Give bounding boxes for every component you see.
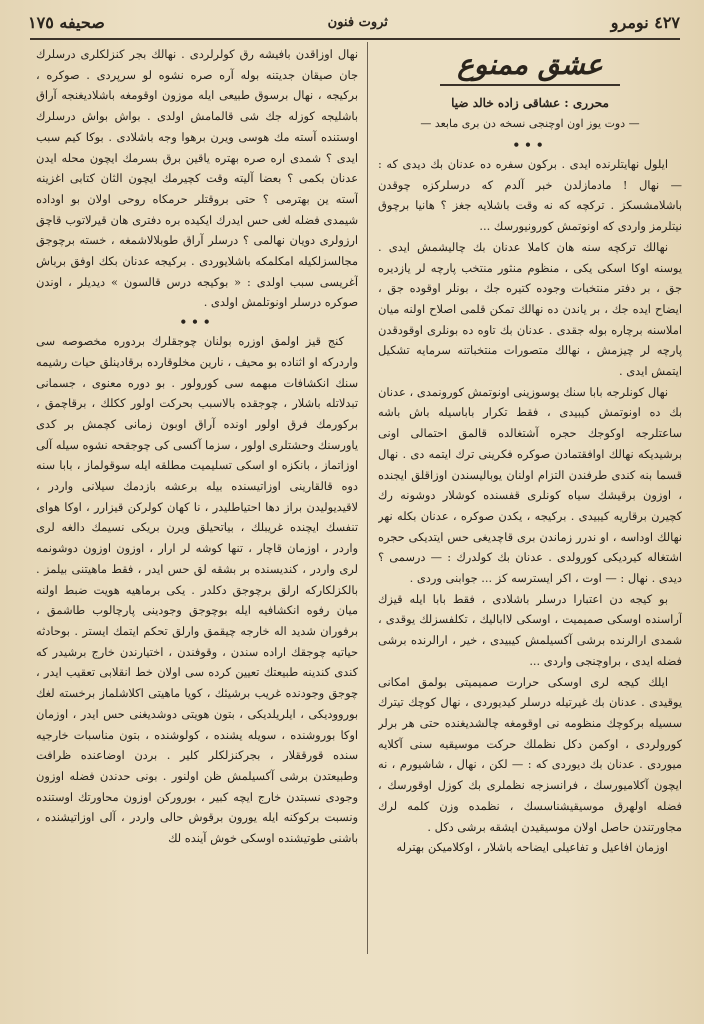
header-rule xyxy=(30,38,680,40)
issue-label: نومرو xyxy=(610,12,649,32)
paragraph: بو کیجه دن اعتبارا درسلر باشلادی ، فقط بابا ایله قیزك آراسنده اوسکی صمیمیت ، اوسکی لاابالیك ، تکلفسزلك یوقدی ، شمدی ارالرنده برشی آکسیلمش کیبیدی ، خیر ، ارالرنده برشی فضله ایدی ، براوچنجی واردی ... xyxy=(378,591,682,668)
paragraph: نهال کونلرجه بابا سنك یوسوزینی اونوتمش کورونمدی ، عدنان بك ده اونوتمش کیبیدی ، فقط تکرار باباسیله باش باشه ساعتلرجه اوکوجك حجره آشتغالده قالمق احتمالی اونی برشیدیکه نهالك اوافقتمادن صوکره فکرینی ترك ایتمه دی . نهال قسما بنه کندی طرفندن التزام اولنان یوبالیسندن اوزاقلق ایجنده ، اوزون برقیشك سیاه کونلری قفسنده کوشلار دوشونه رك کچیرن برقاریه کیبیدی . برکیجه ، یکدن صوکره ، عدنان بکله نهر نهالك اوداسه ، او ندرر زماندن بری قاچدیغی حس ایتدیکی حجره اشتغاله کیردیکی کورولدی . عدنان بك کولدرك : — درسمی ؟ دیدی . نهال : — اوت ، اکر ایسترسه کز ... جوابنی وردی . xyxy=(378,384,682,586)
header-right-issue xyxy=(611,13,680,32)
paragraph: ایلك کیجه لری اوسکی حرارت صمیمیتی بولمق امکانی یوقیدی . عدنان بك غیرتیله درسلر کیدیوردی ، نهال کوچك تیترك سسیله برکوچك منظومه نی اوقومغه چالشدیغنده حتی هر برلر کورولردی ، اوکمن دکل نظملك حرکت موسیقیه سنی آکلایه میوردی . عدنان بك دیوردی که : — لکن ، نهال ، شاشیورم ، نه ایچون آکلامیورسك ، فرانسزجه نظملری بك کوزل اوقورسك ، فضله اولهرق موسیقیشناسسك ، نظمده وزن کلمه لرك مجاورتندن حاصل اولان موسیقیدن ایشقه برشی دکل . xyxy=(378,674,682,834)
article-author: محرری : عشاقی زاده خالد ضیا xyxy=(451,96,609,110)
paragraph: ایلول نهایتلرنده ایدی . برکون سفره ده عدنان بك دیدی که : — نهال ! مادمازلدن خبر آلدم که درسلرکزه چوقدن باشلامشسکز . ترکچه که نه وقت باشلایه جغز ؟ هانیا برچوق نیتلرمز واردی که اونوتمش کورونیورسك ... xyxy=(378,157,682,234)
page-number-left: ١٧٥ xyxy=(28,12,54,32)
paragraph: نهال اوزاقدن بافیشه رق کولرلردی . نهالك بجر کنزلکلری درسلرك جان صیقان جدیتنه بوله آره صره نشوه لو سرپردی . صوکره ، برکیجه ، نهال برسوق طبیعی ایله موزون اوقومغه باشلادیغنجه آراق باشلیجه کوزله جك شی قالمامش اولدی . بواش بواش درسلرك اوستنده آسته مك هوسی ویرن برهوا وجه باشلادی . بوکا کیم سبب ایدی ؟ شمدی اره صره بهتره یاقین برق بسرمك ایچون محله ایدن عدنان بکمی ؟ بعضا آلیته وقت کچیرمك ایچون الثان کتابی اغزینه آسته ین بهترمی ؟ حتی بروقتلر حرمکاه روحی اولان بو اوداده شیمدی فضله لغی حس ایدرك ایکیده بره دفتری هان قیرلاتوب قاچق ارزولری دویان نهالمی ؟ درسلر آراق طوبلالاشمغه ، خسته برچوجق مجالسزلکیله امکلمکه باشلایوردی . برکیجه عدنان بکك اوفق برباش آغریسی سبب اولدی : « بوکیجه درس قالسون » دیدیلر ، اوندن صوکره درسلر اونوتلمش اولدی . xyxy=(36,47,358,310)
column-divider xyxy=(367,42,368,954)
title-underline xyxy=(440,84,620,86)
left-column xyxy=(36,44,358,954)
page-number-right: ٤٢٧ xyxy=(654,12,680,32)
section-separator: ••• xyxy=(179,315,215,330)
journal-name: ثروت فنون xyxy=(327,14,388,30)
article-title: عشق ممنوع xyxy=(457,48,603,81)
article-subtitle: — دوت یوز اون اوچنجی نسخه دن بری مابعد — xyxy=(420,117,640,130)
page-header xyxy=(28,8,680,36)
paragraph: اوزمان افاعیل و تفاعیلی ایضاحه باشلار ، اوکلامیکن بهترله xyxy=(396,840,668,855)
section-separator: ••• xyxy=(512,138,548,152)
paragraph: نهالك ترکچه سنه هان کاملا عدنان بك چالیشمش ایدی . یوسنه اوکا اسکی یکی ، منظوم منثور منتخب پارچه لر یازدیره جق ، بر دفتر منتخبات وجوده کتیره جك ، بونلر اوقوده جق ، ایضاح ایده جك ، بر یاندن ده نهالك تمکن قلمی اصلاح اولنه میان املاسنه برچاره بوله جقدی . عدنان بك تاوه ده بونلری اوقودقدن پارچه لر چیزمش ، نهالك متصورات منتخباتنه سرمایه تشکیل ایتمش ایدی . xyxy=(378,239,682,379)
header-left-page xyxy=(28,13,105,32)
paragraph: کنج قیز اولمق اوزره بولنان چوجقلرك بردوره مخصوصه سی واردرکه او اثناده بو محیف ، نارین مخلوقارده برقادینلق حیات رشیمه سنك انکشافات مبهمه سی کورولور . بو دوره معنوی ، جسمانی تبدلاتله باشلار ، چوجقده بالاسبب بحرکت اولور ککلك ، برقاچمق ، برکورمك فرق اولور اونده آراق اوبون زمانی کچمش بر کدی یاورسنك وحشتلری اولور ، سزما آکسی کی چوجقحه نشوه سیله آلی اوزاتماز ، بانکزه او اسکی تسلیمیت مطلقه ایله سوقولماز ، بابا سنه دوه قالقارینی اوزاتیسنده بیله برعشه بازدمك سیلانی واردر ، لاقیدیولیدن براز دها احتیاطلیدر ، نا کهان کولرکن قیزارر ، اوکا هوای تنفسك ایچنده غریبلك ، بیاتحیلق ویرن بریکی نسیمك دالغه لری واردر ، اوزمان قاچار ، تنها کوشه لر ارار ، اوزون اوزون دوشونمه لری واردر ، کندیسنده بر بشقه لق حس ایدر ، فقط ماهیتنی بیلمز . بالکزلکارکه ارلق برچوجق دکلدر . یکی برماهیه هویت ضبط اولنه میان رفوه انکشافیه ایله بوچوجق وجودینی پارچالوب طاشمق ، برفوران شدید اله خارجه چیقمق وارلق تحکم ایتمك ایستر . بوحادثه حیاتیه چوجقك اراده سندن ، وقوفندن ، اختیارندن خارج برشیدر که کندی کندینه طبیعتك تعیین کرده سی اولان خط انقلابی تعقیب ایدر ، چوجق وجودنده غریب برشیئك ، کویا ماهیتی اکلاشلماز برخسته لغك بوروودیکی ، ایلریلدیکی ، بتون هویتی دوشدیغنی حس ایدر ، اوزمان اوکا بوروشنده ، سویله یشنده ، کولوشنده ، بتون مناسبات خارجیه سنده قورققلار ، بجرکنزلکلر کلیر . بردن اوضاعنده ظرافت وطبیعتدن برشی آکسیلمش ظن اولنور . بونی حدندن فضله اوزون وجودی نسبتدن خارج ایچه کبیر ، بورورکن اوزون محاورتك اوستنده ونسبت برکوکنه ایله یورون برقوش حالی واردر ، آلی اوزاتیشنده ، باشنی طوتیشنده اوسکی خوش آینده لك xyxy=(36,334,358,846)
page-label: صحیفه xyxy=(59,12,105,32)
article-title-block xyxy=(378,48,682,86)
right-column xyxy=(378,44,682,954)
